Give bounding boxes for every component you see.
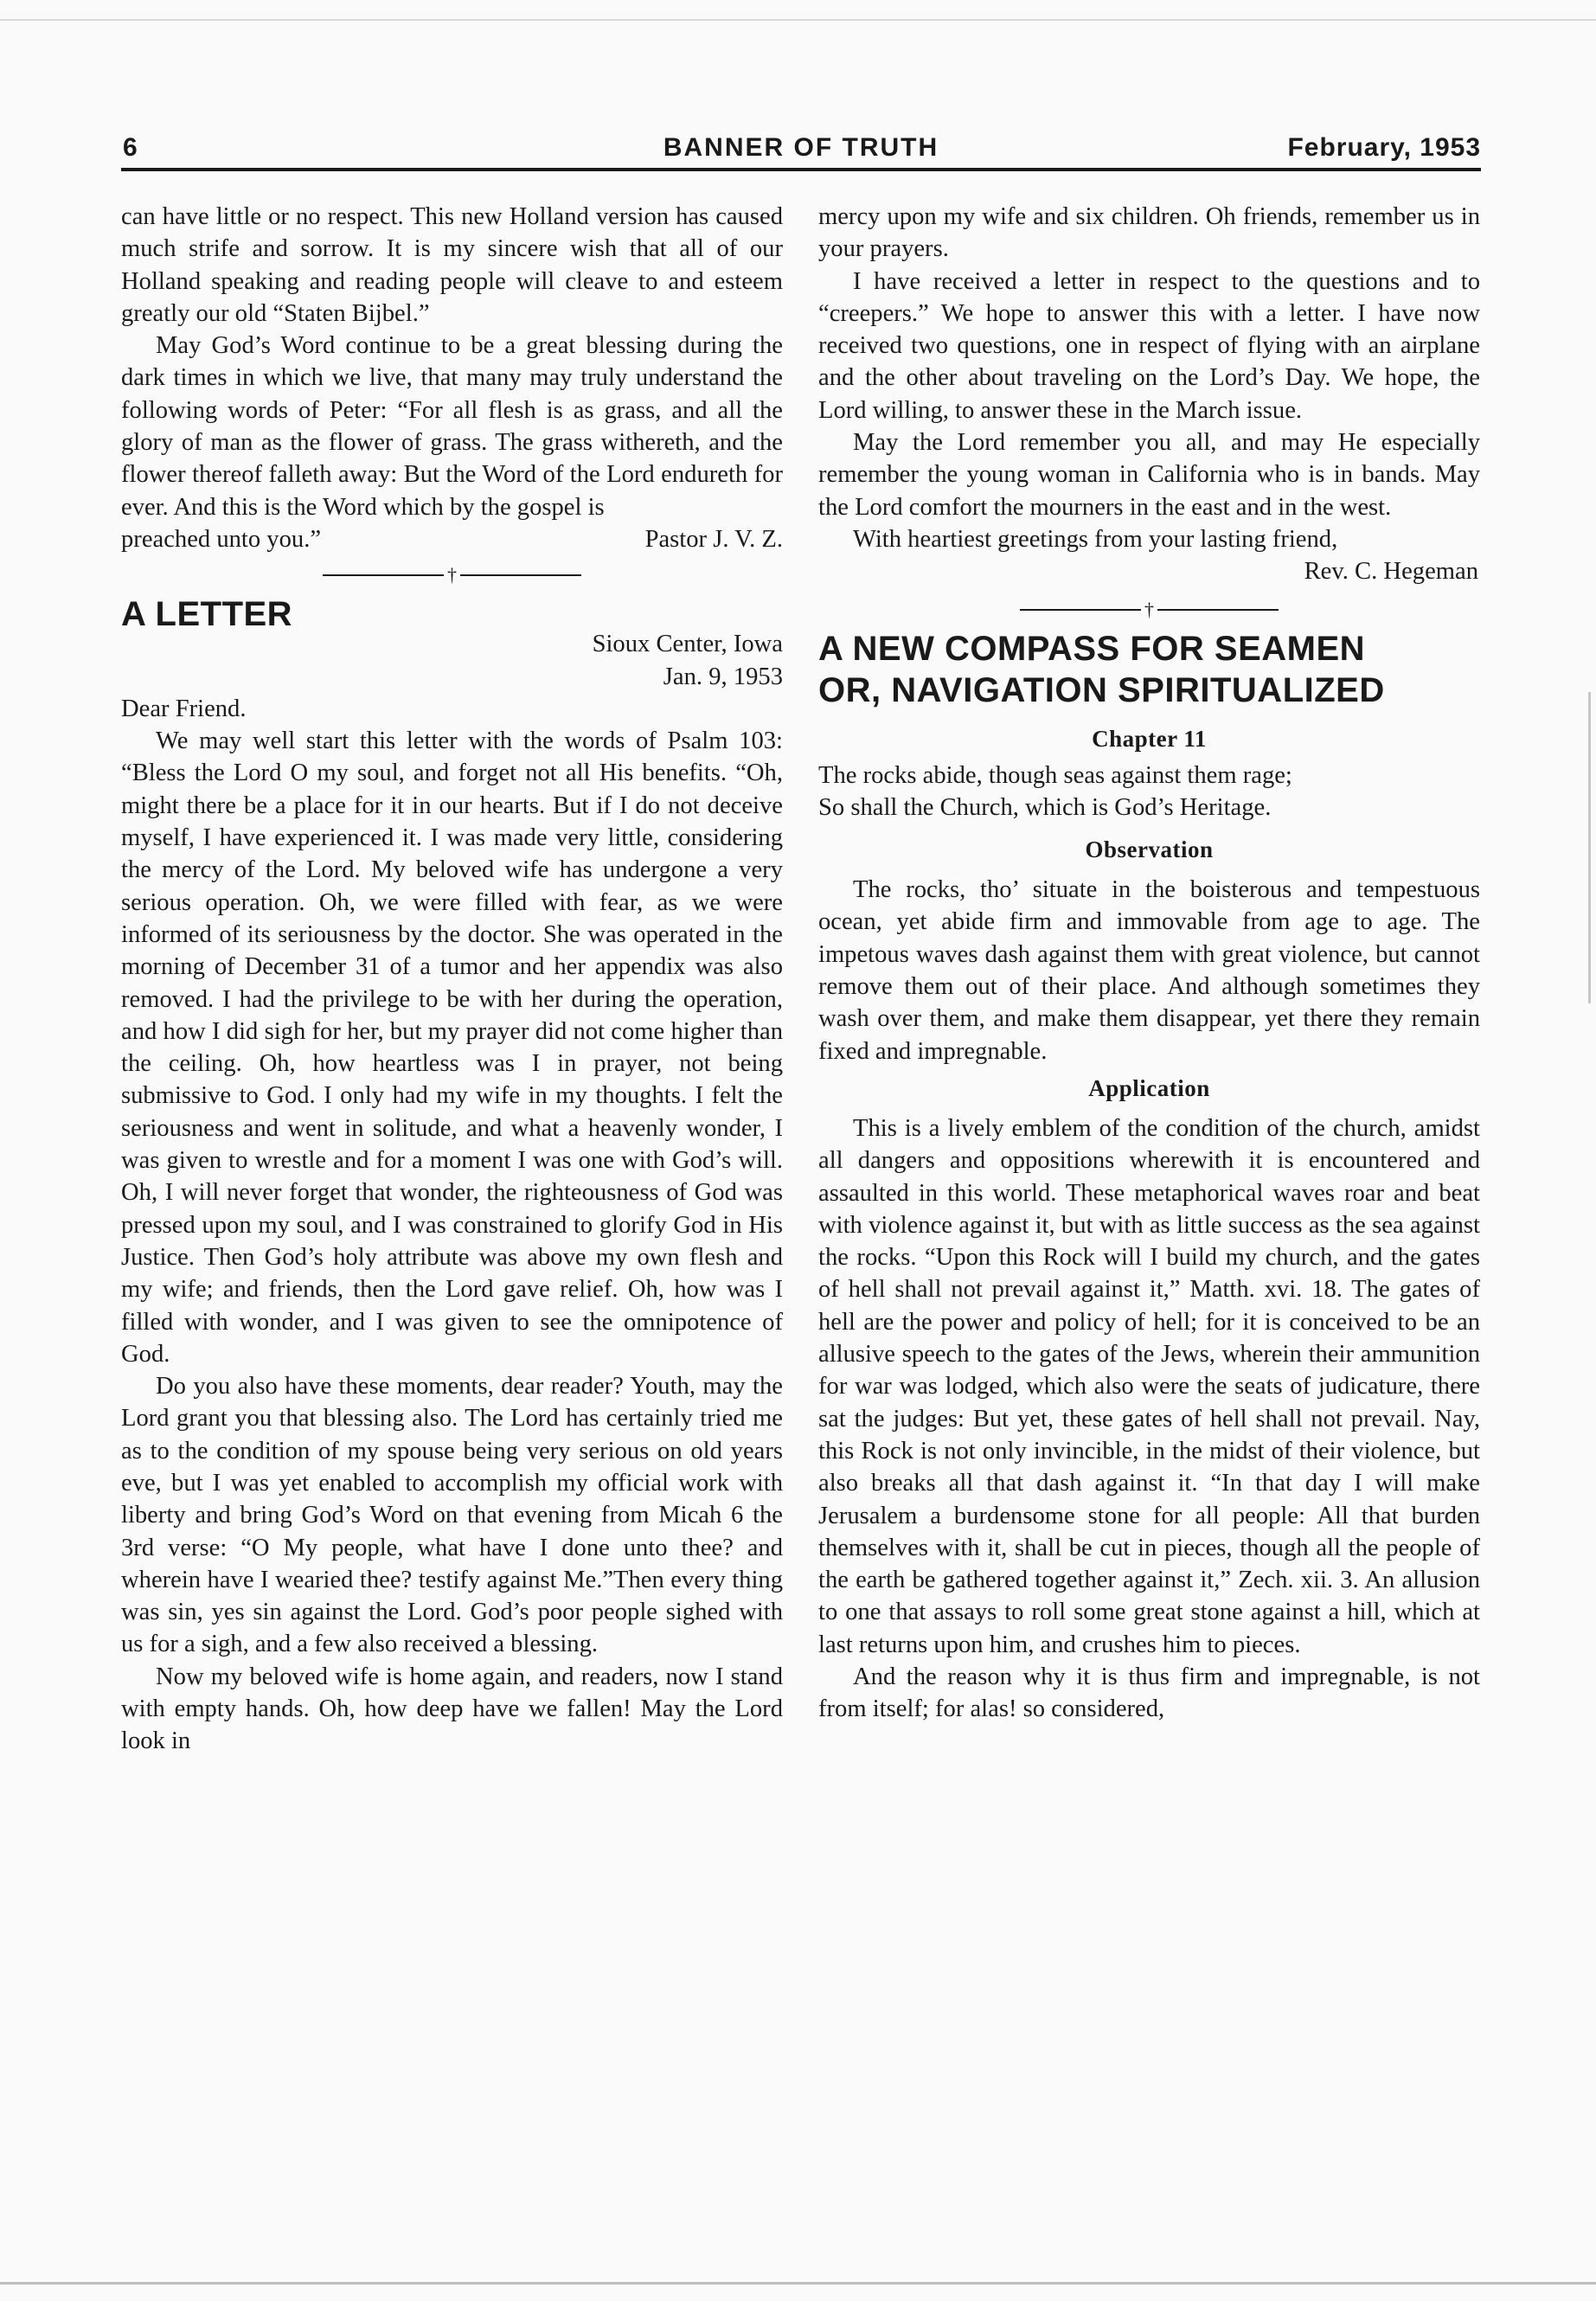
letter-paragraph: Now my beloved wife is home again, and readers, now I stand with empty hands. Oh, how deep have we fallen! May the Lord look in [121,1663,783,1755]
section-divider [121,562,783,588]
publication-title: BANNER OF TRUTH [663,133,939,162]
letter-paragraph: May the Lord remember you all, and may He especially remember the young woman in California who is in bands. May the Lord comfort the mourners in the east and in the west. [818,429,1480,521]
dagger-icon: † [447,564,457,586]
closing-text: preached unto you.” [121,525,322,553]
running-header [121,130,1481,171]
letter-paragraph: I have received a letter in respect to the questions and to “creepers.” We hope to answer this with a letter. I have now received two questions, one in respect of flying with an airplane and the other about traveling on the Lord’s Day. We hope, the Lord willing, to answer these in the March issue. [818,267,1480,424]
letter-heading: A LETTER [121,595,293,634]
page-number: 6 [123,133,138,162]
letter-paragraph: With heartiest greetings from your lasting friend, [853,525,1338,553]
observation-paragraph: The rocks, tho’ situate in the boisterous and tempestuous ocean, yet abide firm and immovable from age to age. The impetous waves dash against them with great violence, but cannot remove them out of their place. And although sometimes they wash over them, and make them disappear, yet there they remain fixed and impregnable. [818,876,1480,1065]
application-paragraph: And the reason why it is thus firm and impregnable, is not from itself; for alas! so considered, [818,1663,1480,1723]
letter-paragraph: We may well start this letter with the words of Psalm 103: “Bless the Lord O my soul, and forget not all His benefits. “Oh, might there be a place for it in our hearts. But if I do not deceive myself, I have experienced it. I was made very little, considering the mercy of the Lord. My beloved wife has undergone a very serious operation. Oh, we were filled with fear, as we were informed of its seriousness by the doctor. She was operated in the morning of December 31 of a tumor and her appendix was also removed. I had the privilege to be with her during the operation, and how I did sigh for her, but my prayer did not come higher than the ceiling. Oh, how heartless was I in prayer, not being submissive to God. I only had my wife in my thoughts. I felt the seriousness and went in solitude, and what a heavenly wonder, I was given to wrestle and for a moment I was one with God’s will. Oh, I will never forget that wonder, the righteousness of God was pressed upon my soul, and I was constrained to glorify God in His Justice. Then God’s holy attribute was above my own flesh and my wife; and friends, then the Lord gave relief. Oh, how was I filled with wonder, and I was given to see the omnipotence of God. [121,727,783,1368]
address-date: Jan. 9, 1953 [663,663,783,690]
letter-paragraph: Do you also have these moments, dear reader? Youth, may the Lord grant you that blessing also. The Lord has certainly tried me as to the condition of my spouse being very serious on old years eve, but I was yet enabled to accomplish my official work with liberty and bring God’s Word on that evening from Micah 6 the 3rd verse: “O My people, what have I done unto thee? and wherein have I wearied thee? testify against Me.”Then every thing was sin, yes sin against the Lord. God’s poor people sighed with us for a sigh, and a few also received a blessing. [121,1373,783,1658]
verse-line: The rocks abide, though seas against them rage; [818,761,1292,789]
chapter-heading: Chapter 11 [1092,725,1207,752]
observation-heading: Observation [1085,836,1214,863]
verse-line: So shall the Church, which is God’s Heritage. [818,793,1272,821]
issue-date: February, 1953 [1287,133,1481,162]
application-heading: Application [1088,1074,1210,1101]
scan-edge-bottom [0,2282,1596,2285]
verse [818,760,1480,824]
letter-signature: Rev. C. Hegeman [1304,558,1478,586]
dagger-icon: † [1144,598,1154,620]
application-paragraph: This is a lively emblem of the condition of the church, amidst all dangers and oppositions wherewith it is encountered and assaulted in this world. These metaphorical waves roar and beat with violence against it, but with as little success as the sea against the rocks. “Upon this Rock will I build my church, and the gates of hell shall not prevail against it,” Matth. xvi. 18. The gates of hell are the power and policy of hell; for it is conceived to be an allusive speech to the gates of the Jews, wherein their ammunition for war was lodged, which also were the seats of judicature, there sat the judges: But yet, these gates of hell shall not prevail. Nay, this Rock is not only invincible, in the midst of their violence, but also breaks all that dash against it. “In that day I will make Jerusalem a burdensome stone for all people: All that burden themselves with it, shall be cut in pieces, though all the people of the earth be gathered together against it,” Zech. xii. 3. An allusion to one that assays to roll some great stone against a hill, which at last returns upon him, and crushes him to pieces. [818,1114,1480,1658]
intro-paragraph: can have little or no respect. This new Holland version has caused much strife and sorrow. It is my sincere wish that all of our Holland speaking and reading people will cleave to and esteem greatly our old “Staten Bijbel.” [121,203,783,327]
left-column [121,201,783,1758]
article-heading-line1: A NEW COMPASS FOR SEAMEN [818,629,1366,668]
header-rule [121,168,1481,171]
right-column [818,201,1480,1726]
article-heading [818,628,1480,711]
letter-salutation: Dear Friend. [121,695,247,722]
letter-signature-line [818,555,1480,587]
letter-address [121,628,783,693]
closing-line [121,523,783,555]
scan-edge-top [0,19,1596,21]
article-heading-line2: OR, NAVIGATION SPIRITUALIZED [818,670,1385,709]
intro-paragraph: May God’s Word continue to be a great blessing during the dark times in which we live, that many may truly understand the following words of Peter: “For all flesh is as grass, and all the glory of man as the flower of grass. The grass withereth, and the flower thereof falleth away: But the Word of the Lord endureth for ever. And this is the Word which by the gospel is [121,332,783,521]
letter-paragraph: mercy upon my wife and six children. Oh friends, remember us in your prayers. [818,203,1480,263]
scan-edge-right [1588,692,1591,1003]
pastor-signature: Pastor J. V. Z. [644,525,783,553]
section-divider [818,597,1480,623]
address-place: Sioux Center, Iowa [592,631,783,658]
